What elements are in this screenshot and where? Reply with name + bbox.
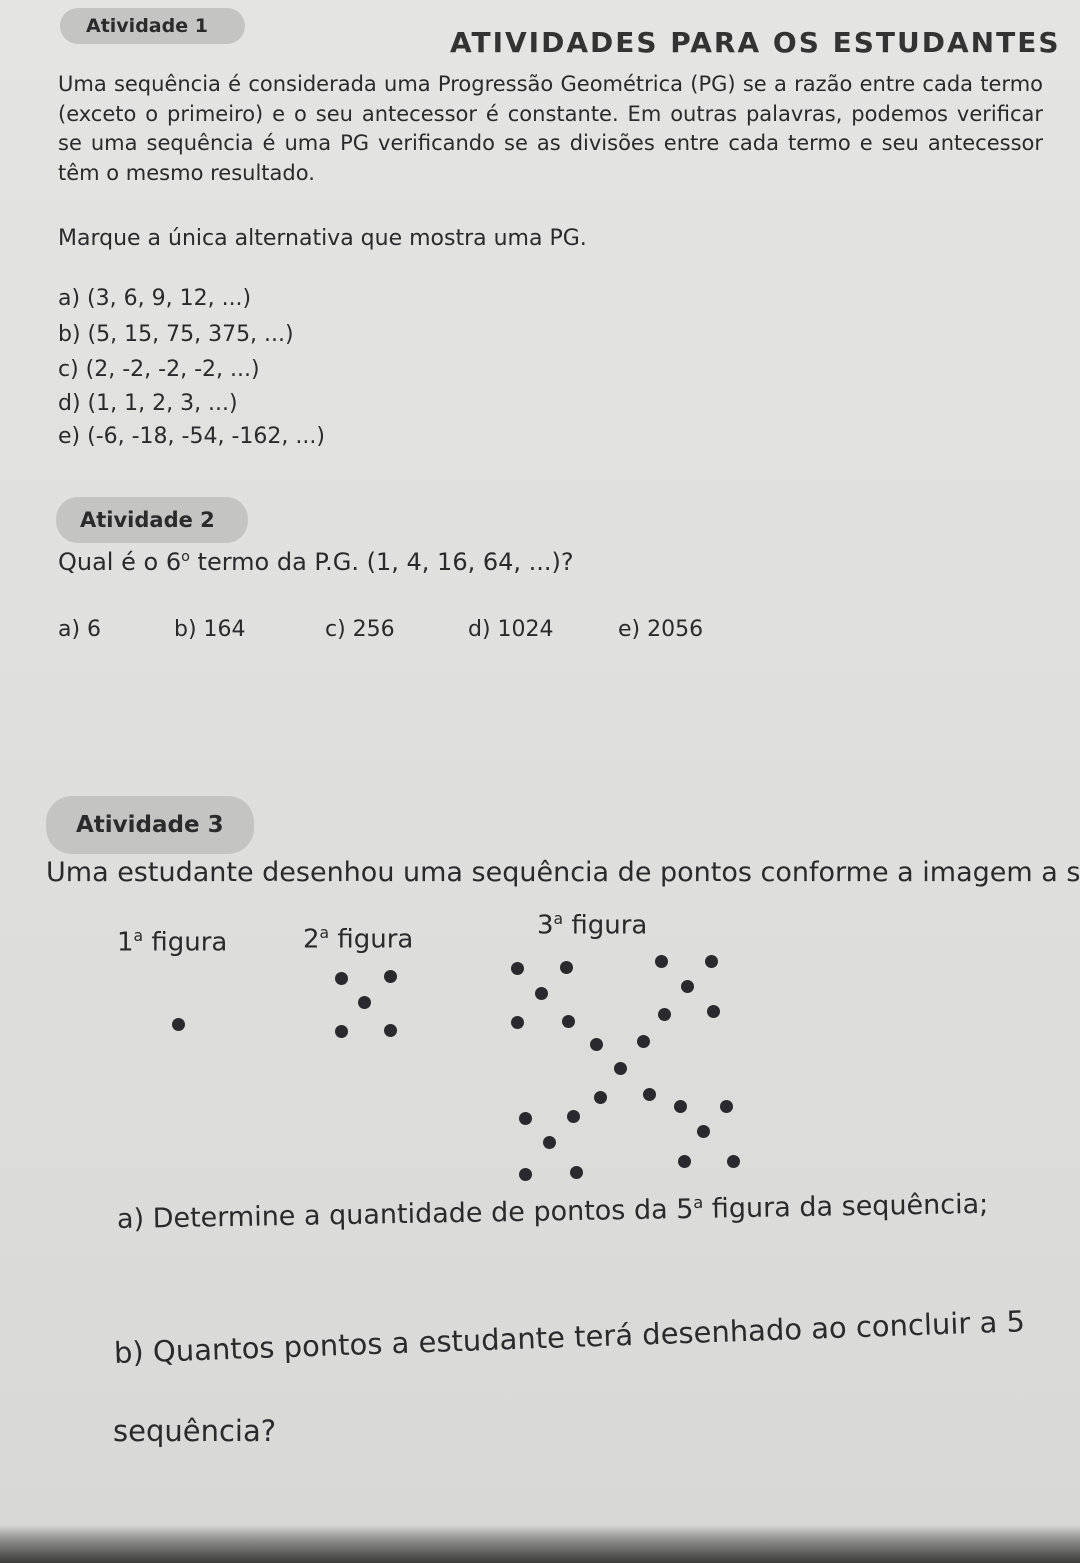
dot [335, 1025, 348, 1038]
dot [543, 1136, 556, 1149]
activity-2-option-b: b) 164 [174, 617, 246, 642]
activity-3-question-b-line2: sequência? [113, 1414, 277, 1448]
dot [511, 1016, 524, 1029]
dot [172, 1018, 185, 1031]
figure-2-label [303, 924, 413, 955]
dot [681, 980, 694, 993]
activity-3-question-a [117, 1188, 989, 1235]
dot [562, 1015, 575, 1028]
activity-2-option-c: c) 256 [325, 617, 395, 642]
dot [637, 1035, 650, 1048]
activity-2-question-post: termo da P.G. (1, 4, 16, 64, ...)? [189, 548, 574, 576]
figure-1-number: 1 [117, 927, 134, 958]
page-header: ATIVIDADES PARA OS ESTUDANTES [450, 26, 1061, 59]
activity-1-question: Marque a única alternativa que mostra uma PG. [58, 226, 587, 251]
dot [384, 970, 397, 983]
activity-1-option-d: d) (1, 1, 2, 3, ...) [58, 391, 238, 416]
question-a-post: figura da sequência; [703, 1188, 989, 1225]
activity-2-option-d: d) 1024 [468, 617, 554, 642]
activity-3-badge: Atividade 3 [46, 796, 254, 854]
activity-2-option-a: a) 6 [58, 617, 102, 642]
figure-2-number: 2 [303, 924, 320, 955]
dot [384, 1024, 397, 1037]
activity-1-option-a: a) (3, 6, 9, 12, ...) [58, 286, 252, 311]
dot [658, 1008, 671, 1021]
dot [535, 987, 548, 1000]
activity-2-ordinal-sup: o [181, 549, 190, 565]
dot [519, 1112, 532, 1125]
dot [707, 1005, 720, 1018]
figure-2-sup: a [319, 924, 330, 942]
dot [614, 1062, 627, 1075]
dot [697, 1125, 710, 1138]
dot [643, 1088, 656, 1101]
figure-3-number: 3 [537, 910, 554, 941]
activity-2-question-pre: Qual é o [58, 548, 166, 576]
dot [570, 1166, 583, 1179]
dot [560, 961, 573, 974]
activity-3-intro: Uma estudante desenhou uma sequência de pontos conforme a imagem a s [46, 857, 1080, 888]
figure-3-label [537, 910, 647, 941]
dot [727, 1155, 740, 1168]
activity-1-intro: Uma sequência é considerada uma Progressão Geométrica (PG) se a razão entre cada termo (exceto o primeiro) e o seu antecessor é constante. Em outras palavras, podemos verificar se uma sequência é uma PG verificando se as divisões entre cada termo e seu antecessor têm o mesmo resultado. [58, 72, 1043, 185]
activity-2-option-e: e) 2056 [618, 617, 704, 642]
dot [655, 955, 668, 968]
dot [674, 1100, 687, 1113]
activity-2-badge: Atividade 2 [56, 497, 248, 543]
activity-2-ordinal-number: 6 [165, 548, 182, 576]
dot [567, 1110, 580, 1123]
figure-1-word: figura [143, 927, 228, 958]
activity-1-badge: Atividade 1 [60, 8, 245, 44]
dot [358, 996, 371, 1009]
figure-3-sup: a [553, 910, 564, 928]
figure-1-sup: a [133, 927, 144, 945]
activity-1-option-c: c) (2, -2, -2, -2, ...) [58, 357, 260, 382]
dot [594, 1091, 607, 1104]
page-bottom-edge [0, 1525, 1080, 1563]
activity-1-option-b: b) (5, 15, 75, 375, ...) [58, 322, 294, 347]
activity-3-question-b-line1: b) Quantos pontos a estudante terá desenhado ao concluir a 5 [113, 1304, 1026, 1370]
activity-1-option-e: e) (-6, -18, -54, -162, ...) [58, 424, 325, 449]
dot [519, 1168, 532, 1181]
question-a-pre: a) Determine a quantidade de pontos da [116, 1194, 677, 1235]
question-a-sup: a [693, 1192, 704, 1212]
activity-2-question [58, 548, 574, 576]
dot [511, 962, 524, 975]
dot [335, 972, 348, 985]
dot [705, 955, 718, 968]
dot [720, 1100, 733, 1113]
figure-2-word: figura [329, 924, 414, 955]
figure-1-label [117, 927, 227, 958]
figure-3-word: figura [563, 910, 648, 941]
dot [678, 1155, 691, 1168]
question-a-number: 5 [675, 1193, 694, 1226]
dot [590, 1038, 603, 1051]
